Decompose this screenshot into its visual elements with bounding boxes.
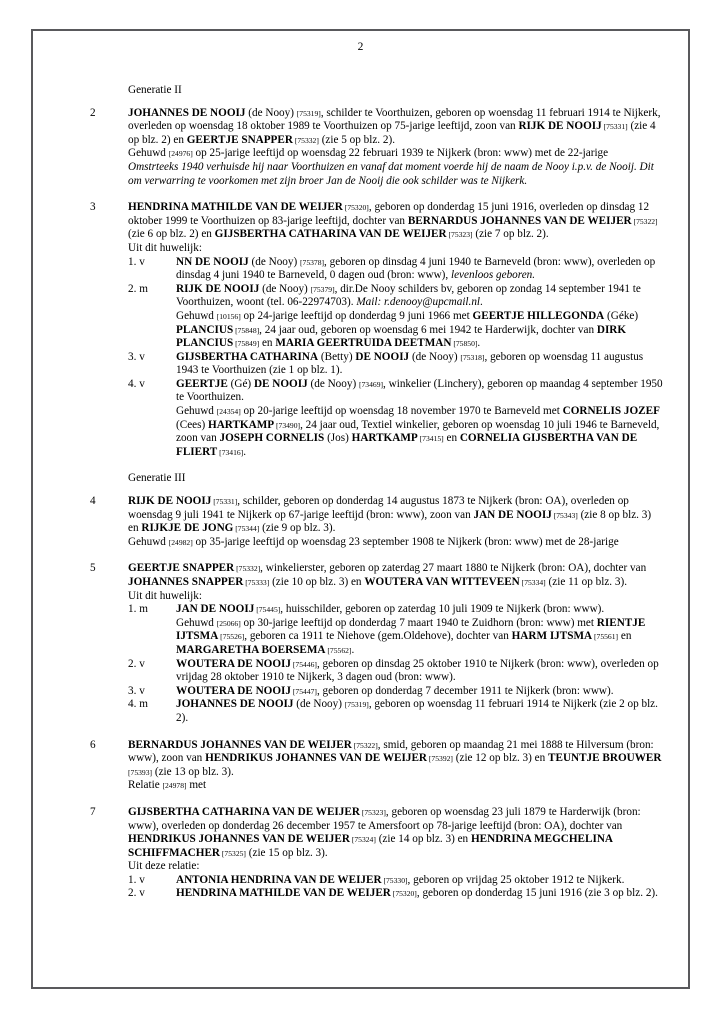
record-ref: [75392] [427,754,453,764]
record-ref: [75318] [460,352,485,362]
text-run: , geboren op vrijdag 25 oktober 1912 te Nijkerk. [407,873,625,886]
record-ref: [75344] [233,524,260,534]
text-run: (zie 7 op blz. 2). [472,228,549,241]
paragraph [128,161,664,188]
record-ref: [75561] [592,632,619,642]
text-run: (Jos) [324,432,352,445]
text-run: , geboren op dinsdag 4 juni 1940 te Barneveld (bron: www), overleden op dinsdag 4 juni 1940 te Barneveld, 0 dagen oud (bron: www), [176,255,659,282]
person-entry [90,806,664,901]
text-run: , geboren op woensdag 11 februari 1914 te Nijkerk (zie 2 op blz. 2). [176,698,661,724]
child-row [128,874,664,888]
person-name: GEERTJE SNAPPER [186,133,293,146]
child-ordinal: 2. v [128,887,145,900]
record-ref: [75447] [291,686,317,696]
record-ref: [75378] [300,257,325,267]
person-name: WOUTERA DE NOOIJ [176,657,291,670]
child-row [128,283,664,351]
person-name: HARTKAMP [208,418,275,431]
record-ref: [75319] [344,700,369,710]
person-name: RIJKJE DE JONG [141,522,234,535]
child-body [176,685,664,699]
entry-number: 5 [90,562,96,575]
text-run: , geboren op woensdag 11 augustus 1943 te Voorthuizen (zie 1 op blz. 1). [176,350,646,377]
record-ref: [10156] [216,311,241,321]
text-run: . [480,296,483,309]
person-name: GEERTJE SNAPPER [128,562,235,575]
entry-number: 4 [90,495,96,508]
record-ref: [75331] [211,497,238,507]
person-name: NN DE NOOIJ [176,255,249,268]
record-ref: [75562] [325,645,352,655]
record-ref: [75332] [292,135,319,145]
child-ordinal: 1. v [128,255,145,268]
record-ref: [24982] [168,537,193,547]
child-row [128,603,664,657]
paragraph [176,310,664,351]
person-name: HENDRIKUS JOHANNES VAN DE WEIJER [205,752,427,765]
child-body [176,256,664,283]
text-run: (de Nooy) [245,106,297,119]
paragraph [176,351,664,378]
text-run: (zie 5 op blz. 2). [318,133,396,146]
note-text: Mail: r.denooy@upcmail.nl [356,296,481,309]
child-ordinal: 3. v [128,684,145,697]
text-run: Gehuwd [128,147,169,160]
record-ref: [75323] [446,230,473,240]
page-number: 2 [357,41,364,53]
record-ref: [75850] [451,339,478,349]
record-ref: [75330] [381,875,408,885]
record-ref: [75333] [243,578,270,587]
text-run: op 25-jarige leeftijd op woensdag 22 februari 1939 te Nijkerk (bron: www) met de 22-jarige [192,147,609,160]
paragraph [128,495,664,536]
text-run: , huisschilder, geboren op zaterdag 10 juli 1909 te Nijkerk (bron: www). [280,603,605,616]
record-ref: [75334] [519,578,546,587]
person-name: RIJK DE NOOIJ [128,495,212,508]
record-ref: [25066] [216,618,241,628]
text-run: en [259,337,276,350]
child-body [176,887,664,901]
person-name: RIJK DE NOOIJ [518,120,602,133]
child-row [128,256,664,283]
person-name: JAN DE NOOIJ [176,603,255,616]
paragraph [176,256,664,283]
entry-body [128,806,664,901]
entry-body [128,495,664,549]
person-name: BERNARDUS JOHANNES VAN DE WEIJER [407,214,632,227]
person-name: HENDRINA MATHILDE VAN DE WEIJER [128,201,343,214]
text-run: , geboren op donderdag 15 juni 1916, overleden op dinsdag 12 oktober 1999 te Voorthuizen op 83-jarige leeftijd, dochter van [128,201,652,227]
child-ordinal: 2. m [128,282,148,295]
text-run: , dir.De Nooy schilders bv, geboren op zondag 14 september 1941 te Voorthuizen, woont (tel. 06-22974703). [176,282,644,309]
text-run: (zie 13 op blz. 3). [152,765,234,778]
person-name: JOHANNES SNAPPER [128,576,244,588]
text-run: . [477,337,481,350]
text-run: , geboren op woensdag 23 juli 1879 te Harderwijk (bron: www), overleden op donderdag 26 december 1957 te Amersfoort op 78-jarige leeftijd (bron: OA), dochter van [128,805,644,832]
text-run: , geboren op donderdag 7 december 1911 te Nijkerk (bron: www). [316,684,614,697]
person-name: ANTONIA HENDRINA VAN DE WEIJER [176,873,382,886]
entry-body [128,107,664,189]
child-row [128,351,664,378]
child-body [176,378,664,460]
person-entry [90,739,664,793]
paragraph [128,201,664,242]
text-run: Gehuwd [176,309,217,322]
child-body [176,874,664,888]
paragraph [176,603,664,617]
child-row [128,887,664,901]
record-ref: [75323] [359,807,386,817]
record-ref: [75324] [349,835,376,845]
child-ordinal: 4. v [128,377,145,390]
text-run: en [443,432,460,445]
record-ref: [75379] [310,284,335,294]
text-run: , geboren op dinsdag 25 oktober 1910 te Nijkerk (bron: www), overleden op vrijdag 28 oktober 1910 te Nijkerk, 3 dagen oud (bron: www). [176,657,662,684]
child-ordinal: 3. v [128,350,145,363]
record-ref: [24354] [216,407,241,417]
paragraph [128,562,664,589]
record-ref: [75322] [351,740,378,750]
child-row [128,658,664,685]
record-ref: [75320] [342,203,369,213]
text-run: op 30-jarige leeftijd op donderdag 7 maart 1940 te Zuidhorn (bron: www) met [240,616,597,629]
text-run: (zie 12 op blz. 3) en [452,752,549,765]
record-ref: [73415] [417,434,444,444]
record-ref: [75322] [631,216,658,226]
record-ref: [75332] [234,564,261,574]
record-ref: [75320] [390,889,417,899]
document-page [31,29,690,989]
paragraph [128,107,664,148]
paragraph [176,405,664,459]
child-row [128,378,664,460]
child-body [176,658,664,685]
child-body [176,603,664,657]
text-run: (de Nooy) [293,698,345,711]
text-run: op 20-jarige leeftijd op woensdag 18 november 1970 te Barneveld met [240,405,563,418]
person-name: MARIA GEERTRUIDA DEETMAN [275,337,452,350]
record-ref: [75848] [233,325,260,335]
text-run: Gehuwd [176,405,217,418]
text-run: , winkelier (Linchery), geboren op maandag 4 september 1950 te Voorthuizen. [176,377,666,404]
record-ref: [75526] [218,632,245,642]
text-run: Gehuwd [176,616,217,629]
text-run: (zie 9 op blz. 3). [259,522,336,535]
record-ref: [73490] [274,420,301,430]
text-run: , winkelierster, geboren op zaterdag 27 maart 1880 te Nijkerk (bron: OA), dochter van [260,562,649,575]
person-name: DE NOOIJ [355,350,410,363]
paragraph [176,378,664,405]
generation-heading: Generatie II [128,84,182,96]
text-run: . [351,643,355,656]
text-run: (zie 4 op blz. 2) en [128,120,659,146]
text-run: , smid, geboren op maandag 21 mei 1888 te Hilversum (bron: www), zoon van [128,738,657,765]
paragraph [128,739,664,780]
child-ordinal: 1. m [128,603,148,616]
text-run: (de Nooy) [259,282,311,295]
entry-number: 3 [90,201,96,214]
person-name: HARM IJTSMA [511,630,593,643]
person-name: WOUTERA DE NOOIJ [176,684,291,697]
person-name: WOUTERA VAN WITTEVEEN [364,576,520,588]
person-name: CORNELIA GIJSBERTHA VAN DE FLIERT [176,432,640,458]
person-name: GIJSBERTHA CATHARINA VAN DE WEIJER [214,228,447,241]
children-label: Uit dit huwelijk: [128,241,202,254]
person-name: PLANCIUS [176,323,234,336]
text-run: , 24 jaar oud, Textiel winkelier, geboren op woensdag 10 juli 1946 te Barneveld, zoon van [176,418,663,445]
person-name: BERNARDUS JOHANNES VAN DE WEIJER [128,738,352,751]
person-name: HARTKAMP [351,432,418,445]
text-run: (Gé) [227,377,254,390]
person-name: JOHANNES DE NOOIJ [128,106,246,119]
person-name: RIJK DE NOOIJ [176,282,260,295]
text-run: (de Nooy) [409,350,461,363]
text-run: en [618,630,635,643]
record-ref: [75393] [128,754,664,777]
entry-number: 6 [90,738,96,751]
text-run: (zie 6 op blz. 2) en [128,214,661,241]
person-name: HENDRIKUS JOHANNES VAN DE WEIJER [128,833,350,846]
person-name: RIENTJE IJTSMA [176,616,649,643]
child-ordinal: 1. v [128,873,145,886]
person-name: MARGARETHA BOERSEMA [176,643,326,656]
person-name: DIRK PLANCIUS [176,323,629,350]
person-name: JOSEPH CORNELIS [219,432,325,445]
person-name: GEERTJE HILLEGONDA [472,309,605,322]
record-ref: [24976] [168,149,193,159]
record-ref: [75319] [296,108,321,118]
text-run: Relatie [128,779,163,792]
text-run: op 35-jarige leeftijd op woensdag 23 september 1908 te Nijkerk (bron: www) met de 28-jarige [192,535,619,548]
text-run: , geboren ca 1911 te Niehove (gem.Oldehove), dochter van [244,630,512,643]
paragraph [176,685,664,699]
person-entry [90,107,664,189]
paragraph [176,283,664,310]
text-run: Gehuwd [128,535,169,548]
person-name: GIJSBERTHA CATHARINA VAN DE WEIJER [128,805,360,818]
child-body [176,351,664,378]
text-run: , geboren op donderdag 15 juni 1916 (zie 3 op blz. 2). [416,887,658,900]
person-name: JAN DE NOOIJ [473,508,552,521]
entry-number: 7 [90,805,96,818]
text-run: (zie 11 op blz. 3). [545,576,628,588]
note-text: Omstrteeks 1940 verhuisde hij naar Voorthuizen en vanaf dat moment voerde hij de naam de Nooy i.p.v. de Nooij. Dit om verwarring te voorkomen met zijn broer Jan de Nooij die ook schilder was te Nijkerk. [128,160,657,187]
person-name: HENDRINA MEGCHELINA SCHIFFMACHER [128,833,616,859]
person-name: JOHANNES DE NOOIJ [176,698,294,711]
record-ref: [75446] [291,659,317,669]
entry-body [128,739,664,793]
paragraph [128,536,664,550]
entry-body [128,201,664,459]
record-ref: [75445] [254,605,281,615]
text-run: (zie 14 op blz. 3) en [375,833,471,846]
entry-number: 2 [90,106,96,119]
child-ordinal: 2. v [128,657,145,670]
child-ordinal: 4. m [128,698,148,711]
paragraph [176,887,664,901]
text-run: (Betty) [318,350,356,363]
text-run: (de Nooy) [248,255,300,268]
text-run: , schilder, geboren op donderdag 14 augustus 1873 te Nijkerk (bron: OA), overleden op woensdag 9 juli 1941 te Nijkerk op 67-jarige leeftijd (bron: www), zoon van [128,495,632,521]
entry-body [128,562,664,725]
paragraph [128,779,664,793]
note-text: levenloos geboren. [450,269,536,282]
person-name: HENDRINA MATHILDE VAN DE WEIJER [176,887,391,900]
text-run: (zie 15 op blz. 3). [245,846,328,859]
text-run: op 24-jarige leeftijd op donderdag 9 juni 1966 met [240,309,473,322]
text-run: (de Nooy) [307,377,359,390]
person-name: CORNELIS JOZEF [562,405,660,418]
text-run: (Géke) [604,309,641,322]
person-name: GIJSBERTHA CATHARINA [176,350,319,363]
text-run: . [243,445,247,458]
paragraph [128,147,664,161]
text-run: (Cees) [176,405,663,431]
children-label: Uit dit huwelijk: [128,589,202,602]
person-name: TEUNTJE BROUWER [548,752,662,765]
person-entry [90,201,664,459]
person-name: GEERTJE [176,377,228,390]
record-ref: [75849] [233,339,260,349]
text-run: , schilder te Voorthuizen, geboren op woensdag 11 februari 1914 te Nijkerk, overleden op woensdag 18 oktober 1989 te Voorthuizen op 75-jarige leeftijd, zoon van [128,106,664,133]
paragraph [176,698,664,725]
generation-heading: Generatie III [128,472,186,485]
record-ref: [73416] [217,447,244,457]
record-ref: [75343] [551,510,578,520]
child-row [128,685,664,699]
paragraph [176,658,664,685]
child-body [176,698,664,725]
person-entry [90,562,664,725]
paragraph [176,617,664,658]
record-ref: [75331] [601,122,628,132]
record-ref: [24978] [162,781,187,791]
person-entry [90,495,664,549]
record-ref: [73469] [358,379,384,389]
text-run: (zie 8 op blz. 3) en [128,508,654,535]
page-content [33,84,688,901]
text-run: met [186,779,207,792]
children-label: Uit deze relatie: [128,860,200,873]
person-name: DE NOOIJ [253,377,308,390]
child-row [128,698,664,725]
text-run: (zie 10 op blz. 3) en [269,576,365,588]
child-body [176,283,664,351]
text-run: , 24 jaar oud, geboren op woensdag 6 mei 1942 te Harderwijk, dochter van [259,323,597,336]
record-ref: [75325] [220,848,246,858]
paragraph [176,874,664,888]
paragraph [128,806,664,860]
